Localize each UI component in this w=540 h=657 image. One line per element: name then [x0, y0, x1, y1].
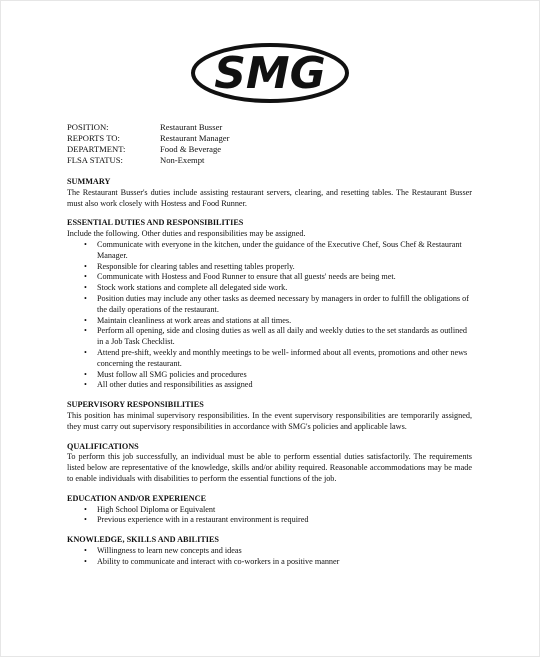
- list-item-text: Position duties may include any other tasks as deemed necessary by managers in order to fulfill the obligations of the daily operations of the restaurant.: [97, 293, 469, 314]
- bullet: •: [84, 515, 87, 525]
- list-item: [84, 369, 472, 381]
- list-item-text: All other duties and responsibilities as assigned: [97, 380, 253, 390]
- info-value: Non-Exempt: [160, 155, 205, 165]
- bullet: •: [84, 272, 87, 282]
- bullet: •: [84, 261, 87, 271]
- bullet: •: [84, 283, 87, 293]
- section-heading: SUPERVISORY RESPONSIBILITIES: [67, 400, 204, 410]
- bullet: •: [84, 326, 87, 336]
- list-item-text: Maintain cleanliness at work areas and stations at all times.: [97, 315, 292, 325]
- info-label: FLSA STATUS:: [67, 155, 123, 165]
- bullet: •: [84, 347, 87, 357]
- section-heading: KNOWLEDGE, SKILLS AND ABILITIES: [67, 535, 219, 545]
- document-body: [67, 177, 472, 577]
- list-item: [84, 545, 472, 557]
- bullet: •: [84, 315, 87, 325]
- list-item: [84, 272, 472, 283]
- info-row-reports-to: [67, 133, 229, 144]
- info-value: Restaurant Manager: [160, 133, 230, 143]
- knowledge-section: [67, 535, 472, 567]
- bullet: •: [84, 380, 87, 390]
- list-item-text: Perform all opening, side and closing duties as well as all daily and weekly duties to the set standards as outlined in a Job Task Checklist.: [97, 326, 467, 347]
- list-item-text: Ability to communicate and interact with co-workers in a positive manner: [97, 556, 340, 566]
- list-item-text: High School Diploma or Equivalent: [97, 504, 216, 514]
- bullet: •: [84, 293, 87, 303]
- section-heading: QUALIFICATIONS: [67, 441, 139, 451]
- info-label: REPORTS TO:: [67, 133, 120, 143]
- info-row-flsa-status: [67, 155, 229, 166]
- list-item-text: Must follow all SMG policies and procedures: [97, 369, 247, 379]
- list-item: [84, 261, 472, 273]
- info-row-department: [67, 144, 229, 155]
- info-label: DEPARTMENT:: [67, 144, 126, 154]
- position-info: [67, 122, 229, 166]
- bullet: •: [84, 545, 87, 555]
- list-item: [84, 556, 472, 568]
- info-row-position: [67, 122, 229, 133]
- list-item-text: Communicate with everyone in the kitchen, under the guidance of the Executive Chef, Sous Chef & Restaurant Manager.: [97, 239, 462, 260]
- list-item-text: Willingness to learn new concepts and ideas: [97, 545, 242, 555]
- education-list: [67, 505, 472, 527]
- qualifications-text: To perform this job successfully, an individual must be able to perform essential duties satisfactorily. The requirements listed below are representative of the knowledge, skills and/or ability required. Reasonable accommodations may be made to enable individuals with disabilities to perform the essential functions of the job.: [67, 452, 472, 483]
- list-item: [84, 326, 472, 348]
- list-item: [84, 239, 472, 262]
- education-section: [67, 494, 472, 526]
- section-heading: SUMMARY: [67, 177, 111, 186]
- list-item-text: Attend pre-shift, weekly and monthly meetings to be well- informed about all events, promotions and other news concerning the restaurant.: [97, 347, 468, 368]
- bullet: •: [84, 239, 87, 249]
- list-item: [84, 283, 472, 294]
- list-item: [84, 293, 472, 316]
- duties-list: [67, 240, 472, 391]
- bullet: •: [84, 556, 87, 566]
- knowledge-list: [67, 546, 472, 568]
- summary-text: The Restaurant Busser's duties include assisting restaurant servers, clearing, and resetting tables. The Restaurant Busser must also work closely with Hostess and Food Runner.: [67, 187, 472, 208]
- logo-text: SMG: [214, 48, 326, 99]
- section-heading: ESSENTIAL DUTIES AND RESPONSIBILITIES: [67, 218, 244, 228]
- list-item-text: Responsible for clearing tables and resetting tables properly.: [97, 261, 295, 271]
- summary-section: [67, 177, 472, 209]
- bullet: •: [84, 369, 87, 379]
- list-item: [84, 515, 472, 526]
- list-item-text: Communicate with Hostess and Food Runner to ensure that all guests' needs are being met.: [97, 272, 396, 282]
- supervisory-text: This position has minimal supervisory responsibilities. In the event supervisory responsibilities are temporarily assigned, they must carry out supervisory responsibilities in accordance with SMG's policies and applicable laws.: [67, 410, 472, 431]
- info-value: Restaurant Busser: [160, 122, 223, 132]
- bullet: •: [84, 504, 87, 514]
- list-item: [84, 315, 472, 327]
- list-item: [84, 504, 472, 516]
- qualifications-section: [67, 442, 472, 485]
- list-item: [84, 380, 472, 391]
- duties-section: [67, 218, 472, 391]
- list-item-text: Stock work stations and complete all delegated side work.: [97, 283, 288, 293]
- section-heading: EDUCATION AND/OR EXPERIENCE: [67, 493, 207, 503]
- list-item-text: Previous experience with in a restaurant environment is required: [97, 515, 309, 525]
- smg-logo: [190, 42, 350, 104]
- info-value: Food & Beverage: [160, 144, 222, 154]
- duties-intro: Include the following. Other duties and responsibilities may be assigned.: [67, 229, 306, 239]
- supervisory-section: [67, 400, 472, 432]
- list-item: [84, 347, 472, 370]
- info-label: POSITION:: [67, 122, 109, 132]
